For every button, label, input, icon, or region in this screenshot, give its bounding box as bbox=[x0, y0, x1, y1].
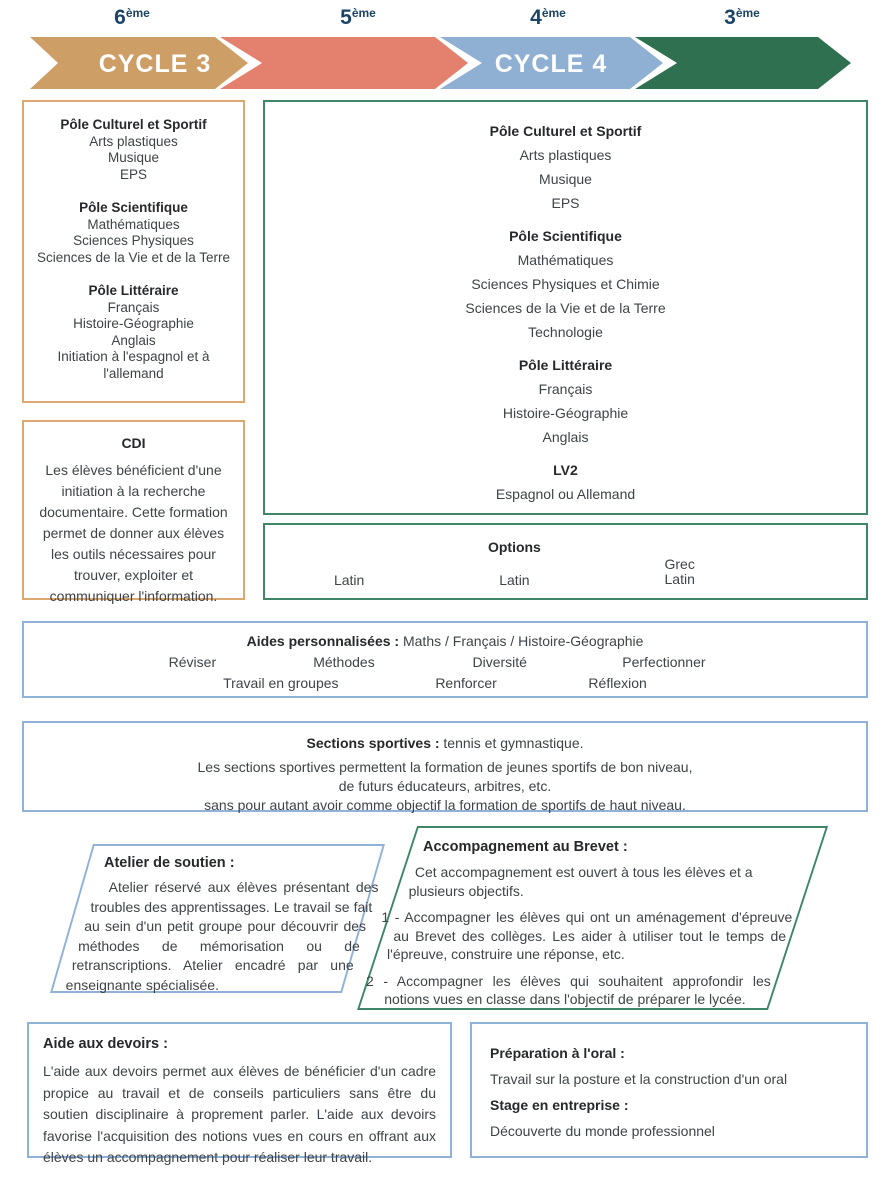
sport-text-line: sans pour autant avoir comme objectif la formation de sportifs de haut niveau. bbox=[204, 797, 686, 813]
grade-suffix: ème bbox=[125, 6, 150, 20]
pole-section bbox=[36, 117, 231, 183]
atelier-title: Atelier de soutien : bbox=[104, 855, 235, 871]
pole-section bbox=[265, 119, 866, 215]
aides-personnalisees-box bbox=[22, 621, 868, 698]
aides-keyword: Méthodes bbox=[313, 654, 375, 670]
cycle3-subjects-box bbox=[22, 100, 245, 403]
grade-number: 6 bbox=[114, 6, 126, 29]
subject-item: Technologie bbox=[528, 324, 603, 340]
grade-number: 4 bbox=[530, 6, 542, 29]
sport-title: Sections sportives : bbox=[306, 735, 440, 751]
subject-item: Français bbox=[538, 381, 593, 397]
aides-keyword: Diversité bbox=[472, 654, 527, 670]
subject-item: EPS bbox=[119, 166, 147, 182]
cycle3-arrow-label: CYCLE 3 bbox=[98, 50, 212, 78]
subject-item: Espagnol ou Allemand bbox=[495, 486, 636, 502]
devoirs-text: L'aide aux devoirs permet aux élèves de bénéficier d'un cadre propice au travail et de conseils particuliers sans être du soutien disciplinaire à proprement parler. L'aide aux devoirs favorise l'acquisition des notions vues en cours en offrant aux élèves un accompagnement pour réaliser leur travail. bbox=[43, 1063, 436, 1165]
devoirs-title: Aide aux devoirs : bbox=[43, 1036, 168, 1052]
aides-keyword: Perfectionner bbox=[622, 654, 706, 670]
pole-title: Pôle Littéraire bbox=[88, 283, 179, 298]
subject-item: Arts plastiques bbox=[89, 133, 178, 149]
aides-keyword: Renforcer bbox=[435, 675, 497, 691]
grade-number: 5 bbox=[340, 6, 352, 29]
option-latin: Latin bbox=[664, 571, 695, 587]
pole-title: Pôle Culturel et Sportif bbox=[60, 117, 207, 132]
subject-item: Musique bbox=[539, 171, 592, 187]
pole-section bbox=[36, 283, 231, 382]
grade-suffix: ème bbox=[541, 6, 566, 20]
aides-keyword: Réviser bbox=[168, 654, 217, 670]
subject-item: Sciences Physiques et Chimie bbox=[471, 276, 660, 292]
pole-title: LV2 bbox=[553, 462, 578, 478]
brevet-title: Accompagnement au Brevet : bbox=[423, 839, 628, 855]
stage-title: Stage en entreprise : bbox=[490, 1097, 629, 1113]
option-latin-5eme: Latin bbox=[333, 572, 365, 588]
cdi-box bbox=[22, 420, 245, 604]
subject-item: Histoire-Géographie bbox=[502, 405, 629, 421]
atelier-content bbox=[62, 855, 392, 993]
atelier-text: Atelier réservé aux élèves présentant des troubles des apprentissages. Le travail se fait au sein d'un petit groupe pour découvrir des méthodes de mémorisation ou de retranscriptions. Atelier encadré par une enseignante spécialisée. bbox=[65, 879, 379, 993]
cdi-text: Les élèves bénéficient d'une initiation à la recherche documentaire. Cette formation permet de donner aux élèves les outils nécessaires pour trouver, exploiter et communiquer l'information. bbox=[39, 462, 228, 604]
3eme-arrow bbox=[635, 37, 851, 89]
oral-text: Travail sur la posture et la construction d'un oral bbox=[490, 1071, 788, 1087]
subject-item: Mathématiques bbox=[87, 216, 180, 232]
sections-sportives-box bbox=[22, 721, 868, 812]
pole-section bbox=[265, 224, 866, 344]
subject-item: Initiation à l'espagnol et à l'allemand bbox=[57, 349, 210, 381]
pole-title: Pôle Culturel et Sportif bbox=[489, 123, 642, 139]
pole-section bbox=[36, 200, 231, 266]
cycle4-arrow-label: CYCLE 4 bbox=[494, 50, 608, 78]
pole-title: Pôle Scientifique bbox=[79, 200, 188, 215]
pole-title: Pôle Littéraire bbox=[518, 357, 613, 373]
cycle4-subjects-box bbox=[263, 100, 868, 515]
5eme-arrow bbox=[220, 37, 468, 89]
aides-keyword: Réflexion bbox=[588, 675, 647, 691]
oral-stage-box bbox=[470, 1022, 868, 1158]
aides-title: Aides personnalisées : bbox=[246, 633, 400, 649]
atelier-soutien-box bbox=[50, 844, 395, 996]
subject-item: Anglais bbox=[542, 429, 589, 445]
brevet-item-2: 2 - Accompagner les élèves qui souhaitent approfondir les notions vues en classe dans l'objectif de préparer le lycée. bbox=[366, 972, 771, 1007]
option-grec-latin-3eme bbox=[665, 557, 695, 587]
option-latin-4eme: Latin bbox=[499, 572, 530, 588]
brevet-item-1: 1 - Accompagner les élèves qui ont un aménagement d'épreuve au Brevet des collèges. Les aider à utiliser tout le temps de l'épreuve, construire une réponse, etc. bbox=[381, 909, 793, 962]
brevet-box bbox=[357, 826, 835, 1013]
grade-label-4eme bbox=[530, 6, 566, 30]
subject-item: Mathématiques bbox=[517, 252, 614, 268]
pole-section bbox=[265, 458, 866, 506]
brevet-intro: Cet accompagnement est ouvert à tous les élèves et a plusieurs objectifs. bbox=[408, 864, 753, 899]
cdi-title: CDI bbox=[121, 435, 146, 451]
subject-item: Histoire-Géographie bbox=[73, 316, 194, 331]
subject-item: Sciences de la Vie et de la Terre bbox=[36, 249, 231, 265]
grade-number: 3 bbox=[724, 6, 736, 29]
pole-title: Pôle Scientifique bbox=[509, 228, 622, 244]
oral-title: Préparation à l'oral : bbox=[490, 1045, 625, 1061]
subject-item: EPS bbox=[551, 195, 580, 211]
brevet-content bbox=[366, 839, 822, 1007]
options-title: Options bbox=[487, 539, 541, 555]
pole-section bbox=[265, 353, 866, 449]
sport-activities: tennis et gymnastique. bbox=[443, 735, 584, 751]
subject-item: Sciences de la Vie et de la Terre bbox=[465, 300, 666, 316]
subject-item: Anglais bbox=[111, 332, 156, 348]
grade-label-5eme bbox=[340, 6, 376, 30]
sport-text-line: de futurs éducateurs, arbitres, etc. bbox=[338, 778, 552, 794]
grade-label-3eme bbox=[724, 6, 760, 30]
aides-title-line bbox=[24, 633, 866, 649]
grade-label-6eme bbox=[114, 6, 150, 30]
aides-keyword: Travail en groupes bbox=[223, 675, 339, 691]
sport-title-line bbox=[24, 735, 866, 751]
options-box bbox=[263, 523, 868, 600]
sport-text-line: Les sections sportives permettent la formation de jeunes sportifs de bon niveau, bbox=[197, 759, 693, 775]
subject-item: Arts plastiques bbox=[519, 147, 612, 163]
aides-subjects: Maths / Français / Histoire-Géographie bbox=[402, 633, 644, 649]
subject-item: Sciences Physiques bbox=[73, 233, 194, 248]
subject-item: Musique bbox=[107, 150, 160, 165]
option-grec: Grec bbox=[664, 556, 695, 572]
aide-devoirs-box bbox=[27, 1022, 452, 1165]
stage-text: Découverte du monde professionnel bbox=[490, 1123, 715, 1139]
grade-suffix: ème bbox=[351, 6, 376, 20]
subject-item: Français bbox=[107, 299, 160, 315]
grade-suffix: ème bbox=[735, 6, 760, 20]
